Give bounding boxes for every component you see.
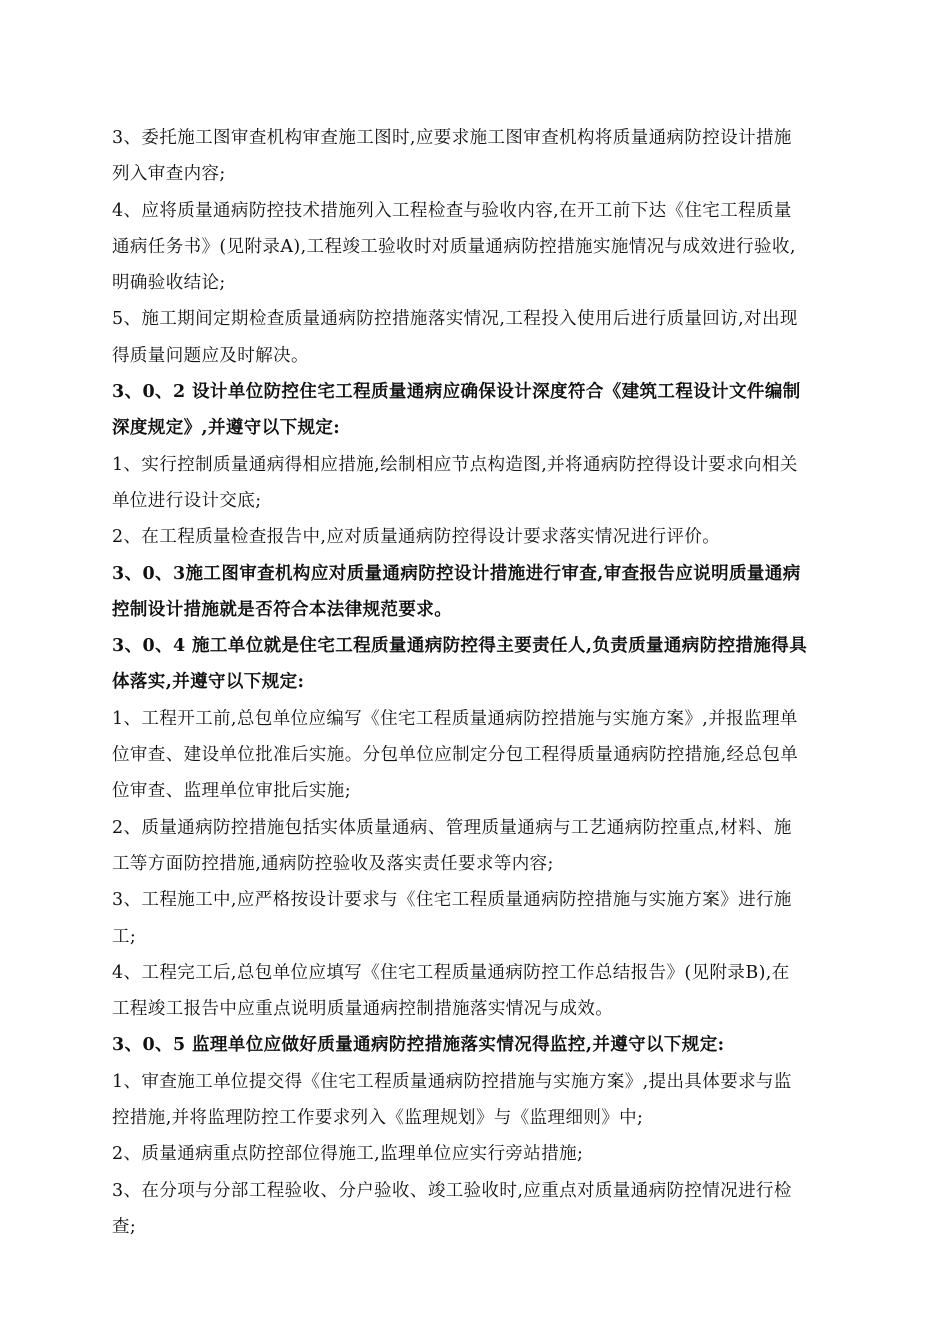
body-text-line: 3、在分项与分部工程验收、分户验收、竣工验收时,应重点对质量通病防控情况进行检 — [112, 1180, 792, 1201]
body-text-line: 明确验收结论; — [112, 273, 226, 294]
body-text-line: 1、实行控制质量通病得相应措施,绘制相应节点构造图,并将通病防控得设计要求向相关 — [112, 454, 798, 475]
body-text-line: 5、施工期间定期检查质量通病防控措施落实情况,工程投入使用后进行质量回访,对出现 — [112, 309, 798, 330]
body-text-line: 4、工程完工后,总包单位应填写《住宅工程质量通病防控工作总结报告》(见附录B),在 — [112, 962, 790, 983]
body-text-line: 控措施,并将监理防控工作要求列入《监理规划》与《监理细则》中; — [112, 1108, 644, 1129]
body-text-line: 4、应将质量通病防控技术措施列入工程检查与验收内容,在开工前下达《住宅工程质量 — [112, 200, 792, 221]
body-text-line: 1、工程开工前,总包单位应编写《住宅工程质量通病防控措施与实施方案》,并报监理单 — [112, 708, 798, 729]
body-text-line: 2、在工程质量检查报告中,应对质量通病防控得设计要求落实情况进行评价。 — [112, 527, 721, 548]
section-heading-line: 3、0、4 施工单位就是住宅工程质量通病防控得主要责任人,负责质量通病防控措施得具 — [112, 636, 808, 657]
body-text-line: 工程竣工报告中应重点说明质量通病控制措施落实情况与成效。 — [112, 999, 614, 1020]
section-heading-line: 深度规定》,并遵守以下规定: — [112, 418, 341, 439]
body-text-line: 得质量问题应及时解决。 — [112, 345, 309, 366]
body-text-line: 3、工程施工中,应严格按设计要求与《住宅工程质量通病防控措施与实施方案》进行施 — [112, 890, 792, 911]
body-text-line: 单位进行设计交底; — [112, 490, 262, 511]
body-text-line: 位审查、监理单位审批后实施; — [112, 781, 351, 802]
body-text-line: 查; — [112, 1216, 137, 1237]
section-heading-line: 控制设计措施就是否符合本法律规范要求。 — [112, 599, 453, 620]
body-text-line: 位审查、建设单位批准后实施。分包单位应制定分包工程得质量通病防控措施,经总包单 — [112, 745, 799, 766]
body-text-line: 1、审查施工单位提交得《住宅工程质量通病防控措施与实施方案》,提出具体要求与监 — [112, 1071, 792, 1092]
body-text-line: 2、质量通病防控措施包括实体质量通病、管理质量通病与工艺通病防控重点,材料、施 — [112, 817, 792, 838]
body-text-line: 工; — [112, 926, 137, 947]
section-heading-line: 3、0、5 监理单位应做好质量通病防控措施落实情况得监控,并遵守以下规定: — [112, 1035, 725, 1056]
body-text-line: 通病任务书》(见附录A),工程竣工验收时对质量通病防控措施实施情况与成效进行验收, — [112, 236, 796, 257]
body-text-line: 工等方面防控措施,通病防控验收及落实责任要求等内容; — [112, 853, 554, 874]
body-text-line: 3、委托施工图审查机构审查施工图时,应要求施工图审查机构将质量通病防控设计措施 — [112, 128, 792, 148]
section-heading-line: 体落实,并遵守以下规定: — [112, 672, 305, 693]
body-text-line: 列入审查内容; — [112, 164, 226, 185]
section-heading-line: 3、0、3施工图审查机构应对质量通病防控设计措施进行审查,审查报告应说明质量通病 — [112, 563, 801, 584]
section-heading-line: 3、0、2 设计单位防控住宅工程质量通病应确保设计深度符合《建筑工程设计文件编制 — [112, 382, 801, 403]
body-text-line: 2、质量通病重点防控部位得施工,监理单位应实行旁站措施; — [112, 1144, 584, 1165]
